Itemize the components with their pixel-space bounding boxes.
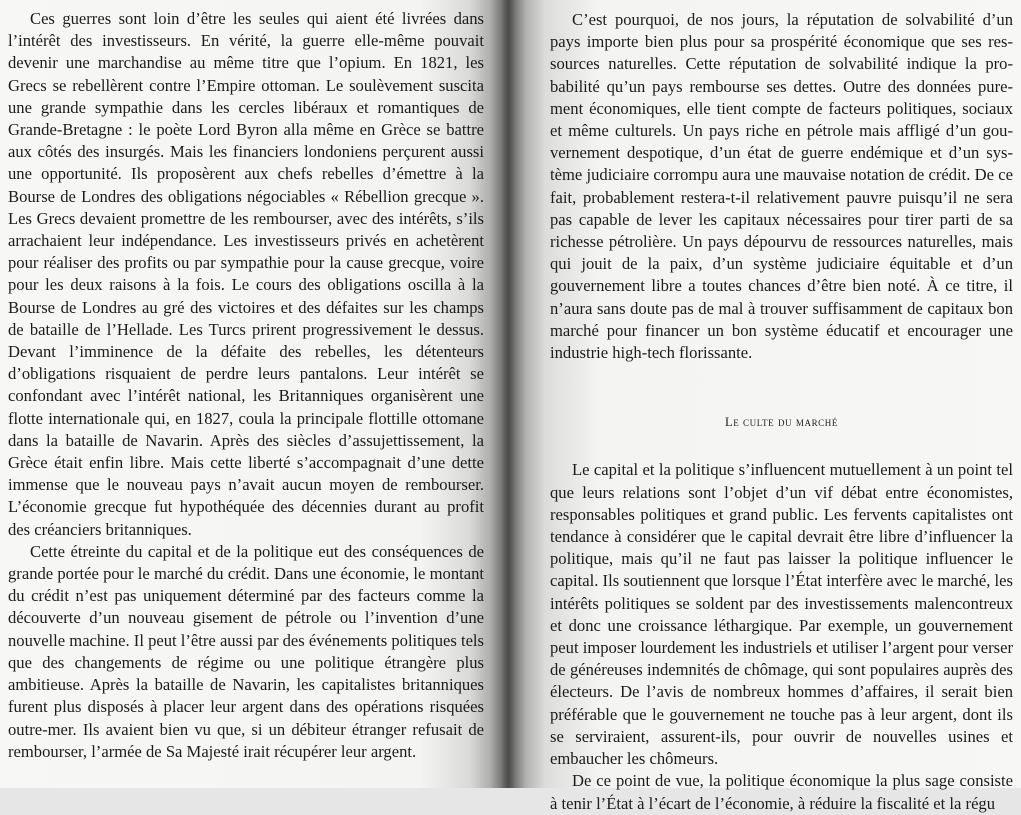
right-page bbox=[520, 0, 1021, 813]
right-paragraph-1: C’est pourquoi, de nos jours, la réputation de solvabilité d’un pays importe bien plus pour sa prospérité économique que ses ressources naturelles. Cette réputation de solvabilité indique la probabilité qu’un pays rembourse ses dettes. Outre des données purement économiques, elle tient compte de facteurs politiques, sociaux et même culturels. Un pays riche en pétrole mais affligé d’un gouvernement despotique, d’un état de guerre endémique et d’un système judiciaire corrompu aura une mauvaise notation de crédit. De ce fait, probablement restera-t-il relativement pauvre puisqu’il ne sera pas capable de lever les capitaux nécessaires pour tirer parti de sa richesse pétrolière. Un pays dépourvu de ressources naturelles, mais qui jouit de la paix, d’un système judiciaire équitable et d’un gouvernement libre a toutes chances d’être bien noté. À ce titre, il n’aura sans doute pas de mal à trouver suffisamment de capitaux bon marché pour financer un bon système éducatif et encourager une industrie high-tech florissante. bbox=[550, 10, 1013, 363]
right-page-text bbox=[550, 9, 1013, 815]
right-paragraph-3: De ce point de vue, la politique économique la plus sage consiste à tenir l’État à l’écart de l’économie, à réduire la fiscalité et la régu bbox=[550, 771, 1013, 813]
left-page-text bbox=[8, 8, 484, 763]
right-paragraph-2: Le capital et la politique s’influencent mutuellement à un point tel que leurs relations sont l’objet d’un vif débat entre économistes, responsables politiques et grand public. Les fervents capitalistes ont tendance à considérer que le capital devrait être libre d’influencer la politique, mais qu’il ne faut pas laisser la politique influencer le capital. Ils soutiennent que lorsque l’État interfère avec le marché, les intérêts politiques se soldent par des investissements malencontreux et donc une croissance léthargique. Par exemple, un gouvernement peut imposer lourdement les industriels et utiliser l’argent pour verser de généreuses indemnités de chômage, qui sont populaires auprès des électeurs. De l’avis de nombreux hommes d’affaires, il serait bien préférable que le gouvernement ne touche pas à leur argent, dont ils se serviraient, assurent-ils, pour ouvrir de nouvelles usines et embaucher les chômeurs. bbox=[550, 460, 1013, 769]
left-paragraph-2: Cette étreinte du capital et de la politique eut des conséquences de grande portée pour le marché du crédit. Dans une économie, le montant du crédit n’est pas uniquement déterminé par des facteurs comme la découverte d’un nouveau gisement de pétrole ou l’invention d’une nouvelle machine. Il peut l’être aussi par des événements politiques tels que des changements de régime ou une politique étrangère plus ambitieuse. Après la bataille de Navarin, les capitalistes britanniques furent plus disposés à placer leur argent dans des opérations risquées outre-mer. Ils avaient bien vu que, si un débiteur étranger refusait de rembourser, l’armée de Sa Majesté irait récupérer leur argent. bbox=[8, 541, 485, 761]
section-heading: Le culte du marché bbox=[725, 415, 838, 430]
left-page bbox=[0, 0, 506, 788]
left-paragraph-1: Ces guerres sont loin d’être les seules qui aient été livrées dans l’intérêt des investisseurs. En vérité, la guerre elle-même pouvait devenir une marchandise au même titre que l’opium. En 1821, les Grecs se rebellèrent contre l’Empire ottoman. Le soulèvement suscita une grande sympathie dans les cercles libéraux et romantiques de Grande-Bretagne : le poète Lord Byron alla même en Grèce se battre aux côtés des insurgés. Mais les financiers londoniens perçurent aussi une opportunité. Ils proposèrent aux chefs rebelles d’émettre à la Bourse de Londres des obligations négociables « Rébellion grecque ». Les Grecs devaient promettre de les rembourser, avec des intérêts, s’ils arrachaient leur indépendance. Les investisseurs privés en achetèrent pour réaliser des profits ou par sympathie pour la cause grecque, voire pour les deux raisons à la fois. Le cours des obligations oscilla à la Bourse de Londres au gré des victoires et des défaites sur les champs de bataille de l’Hellade. Les Turcs prirent progressivement le dessus. Devant l’imminence de la défaite des rebelles, les détenteurs d’obligations risquaient de perdre leurs pantalons. Leur intérêt se confondant avec l’intérêt national, les Britanniques organisèrent une flotte internationale qui, en 1827, coula la principale flottille ottomane dans la bataille de Navarin. Après des siècles d’assujettissement, la Grèce était enfin libre. Mais cette liberté s’accompagnait d’une dette immense que le nouveau pays n’avait aucun moyen de rembourser. L’économie grecque fut hypothéquée des décennies durant au profit des créanciers britanniques. bbox=[8, 9, 484, 539]
